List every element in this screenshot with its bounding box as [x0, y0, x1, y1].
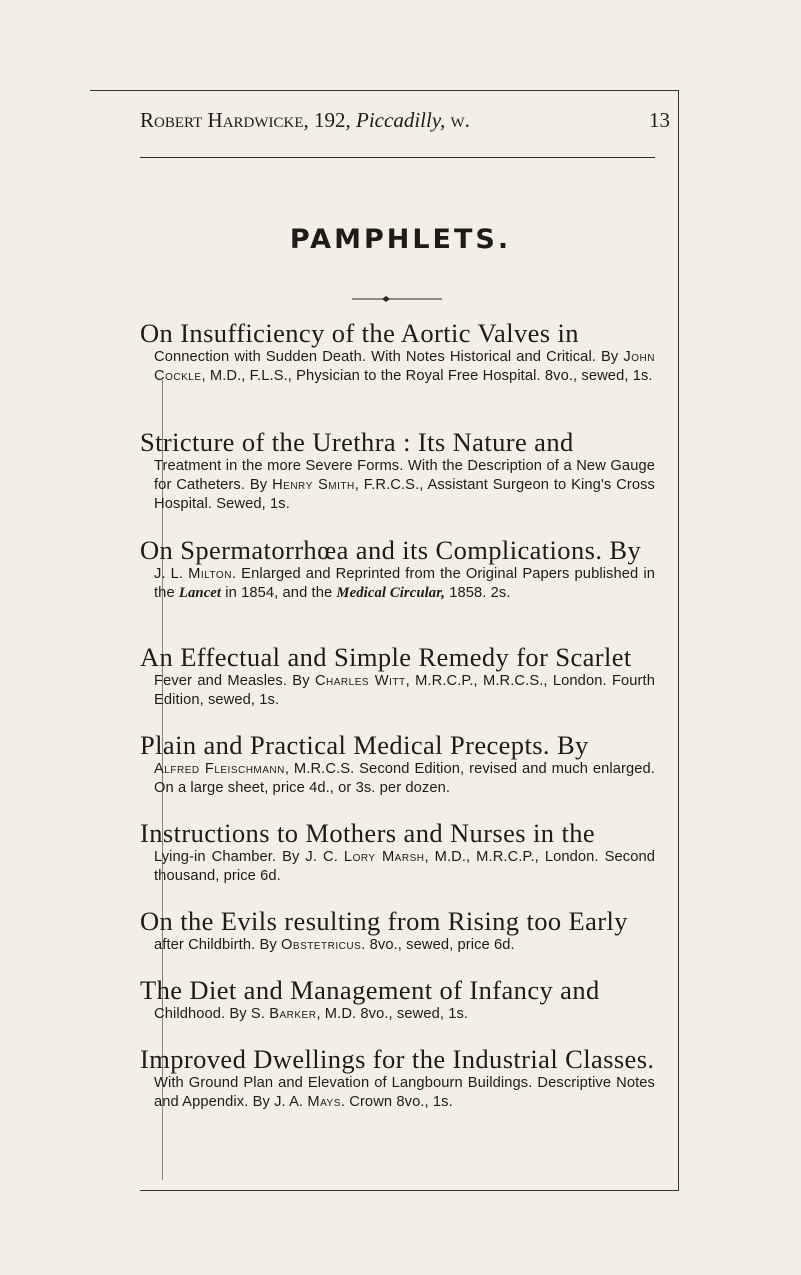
pamphlet-entry-mothers-nurses: [140, 818, 655, 886]
header-street: Piccadilly,: [356, 108, 446, 132]
entry-title: Plain and Practical Medical Precepts. By: [140, 730, 589, 760]
entry-author: Barker: [269, 1006, 317, 1022]
pamphlet-entry-stricture-urethra: [140, 427, 655, 514]
entry-author: Charles Witt: [314, 673, 406, 689]
entry-title: On Insufficiency of the Aortic Valves in: [140, 318, 579, 348]
entry-title: The Diet and Management of Infancy and: [140, 975, 600, 1005]
page-frame-right-rule: [678, 90, 679, 1190]
page-number: 13: [649, 108, 670, 132]
entry-description: Lying-in Chamber. By J. C. Lory Marsh, M.D., M.R.C.P., London. Second thousand, price 6d.: [154, 849, 655, 884]
entry-description: Treatment in the more Severe Forms. With the Description of a New Gauge for Catheters. By Henry Smith, F.R.C.S., Assistant Surgeon to King's Cross Hospital. Sewed, 1s.: [154, 458, 655, 512]
pamphlet-entry-aortic-valves: [140, 318, 655, 386]
entry-author: Alfred Fleischmann: [154, 761, 285, 777]
header-address-number: 192,: [314, 108, 351, 132]
pamphlet-entry-infancy: [140, 975, 655, 1024]
entry-author: Lory Marsh: [343, 849, 425, 865]
pamphlet-entry-scarlet-fever: [140, 642, 655, 710]
entry-description: after Childbirth. By Obstetricus. 8vo., sewed, price 6d.: [154, 937, 515, 953]
entry-description: Connection with Sudden Death. With Notes Historical and Critical. By John Cockle, M.D., F.L.S., Physician to the Royal Free Hospital. 8vo., sewed, 1s.: [154, 349, 655, 384]
page-frame-bottom-rule: [140, 1190, 679, 1191]
entry-author: John Cockle: [154, 349, 655, 384]
entry-title: An Effectual and Simple Remedy for Scarlet: [140, 642, 632, 672]
entry-title: Stricture of the Urethra : Its Nature and: [140, 427, 574, 457]
entry-author: Henry Smith: [272, 477, 355, 493]
entry-description: With Ground Plan and Elevation of Langbourn Buildings. Descriptive Notes and Appendix. By J. A. Mays. Crown 8vo., 1s.: [154, 1075, 655, 1110]
entry-description: Childhood. By S. Barker, M.D. 8vo., sewed, 1s.: [154, 1006, 469, 1022]
entry-description: Alfred Fleischmann, M.R.C.S. Second Edition, revised and much enlarged. On a large sheet, price 4d., or 3s. per dozen.: [154, 761, 655, 796]
pamphlet-entry-improved-dwellings: [140, 1044, 655, 1112]
entry-title: Improved Dwellings for the Industrial Classes.: [140, 1044, 655, 1074]
header-district: w.: [450, 108, 470, 132]
entry-author: Mays: [307, 1094, 341, 1110]
page-title: PAMPHLETS.: [289, 224, 512, 255]
entry-author: Obstetricus: [281, 937, 362, 953]
entry-title: On Spermatorrhœa and its Complications. By: [140, 535, 642, 565]
entry-description: J. L. Milton. Enlarged and Reprinted from the Original Papers published in the Lancet in 1854, and the Medical Circular, 1858. 2s.: [154, 566, 655, 601]
header-imprint: [140, 108, 470, 133]
entry-title: On the Evils resulting from Rising too Early: [140, 906, 628, 936]
entry-author: Milton: [188, 566, 232, 582]
pamphlet-entry-medical-precepts: [140, 730, 655, 798]
entry-description: Fever and Measles. By Charles Witt, M.R.C.P., M.R.C.S., London. Fourth Edition, sewed, 1s.: [154, 673, 655, 708]
running-header: [140, 108, 670, 138]
pamphlet-entry-spermatorrhoea: [140, 535, 655, 603]
entry-italic-lancet: Lancet: [178, 585, 222, 601]
entry-title: Instructions to Mothers and Nurses in the: [140, 818, 596, 848]
header-rule: [140, 157, 655, 158]
header-publisher: Robert Hardwicke,: [140, 108, 309, 132]
page-frame-top-rule: [90, 90, 678, 91]
title-ornament-icon: [352, 295, 442, 303]
entry-italic-medical-circular: Medical Circular,: [336, 585, 446, 601]
pamphlet-entry-rising-early: [140, 906, 655, 955]
